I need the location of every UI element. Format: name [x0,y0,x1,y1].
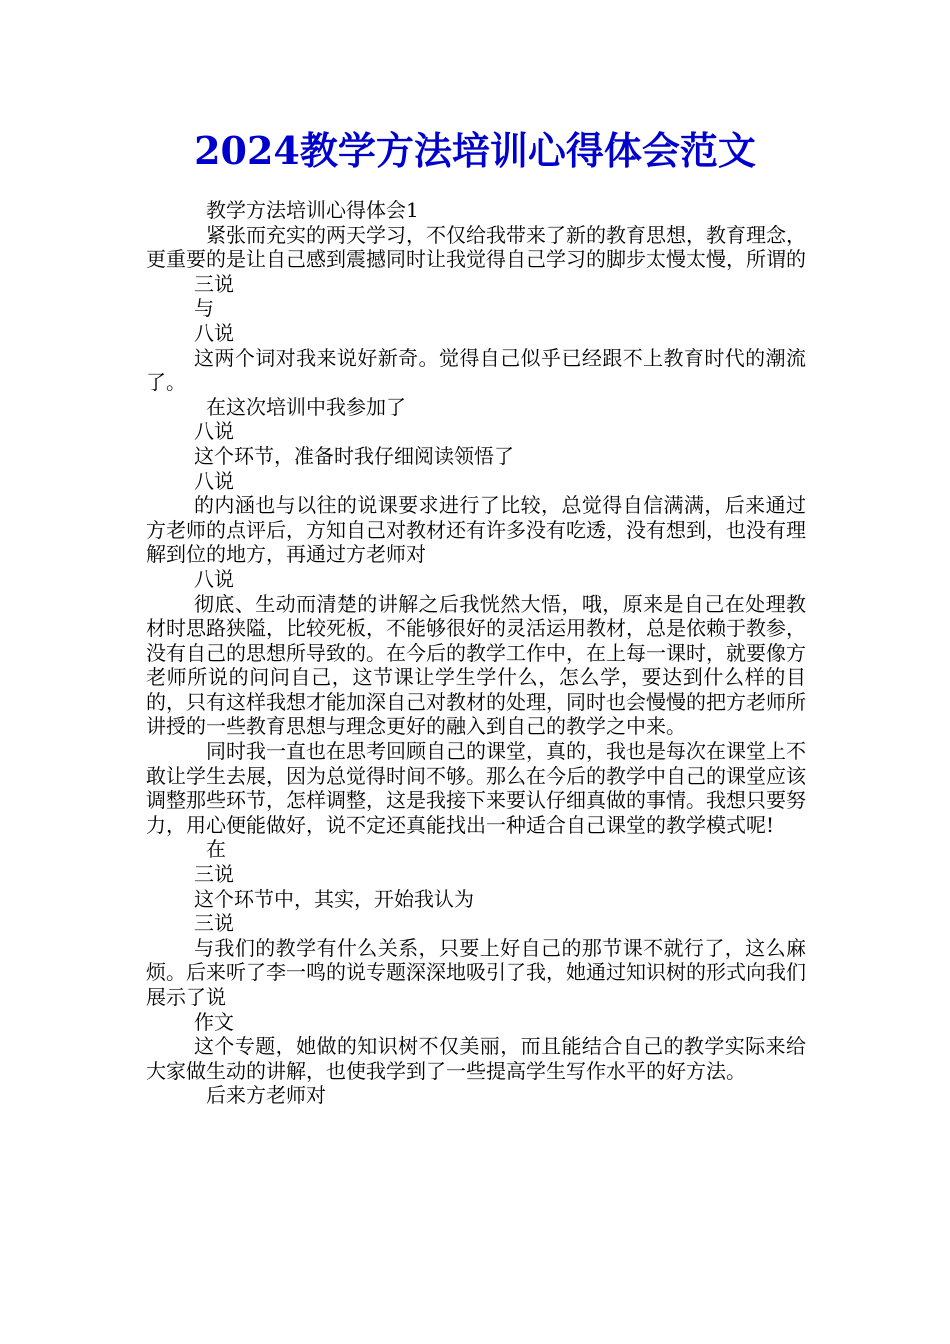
paragraph: 这个环节中，其实，开始我认为 [194,886,474,911]
paragraph: 与我们的教学有什么关系，只要上好自己的那节课不就行了，这么麻烦。后来听了李一鸣的说专题深深地吸引了我，她通过知识树的形式向我们展示了说 [146,935,806,1009]
paragraph: 作文 [194,1009,234,1034]
paragraph: 三说 [194,911,234,936]
paragraph: 这个环节，准备时我仔细阅读领悟了 [194,443,514,468]
paragraph: 八说 [194,320,234,345]
paragraph: 后来方老师对 [206,1083,326,1108]
paragraph: 这两个词对我来说好新奇。觉得自己似乎已经跟不上教育时代的潮流了。 [146,345,806,395]
paragraph: 的内涵也与以往的说课要求进行了比较，总觉得自信满满，后来通过方老师的点评后，方知自己对教材还有许多没有吃透，没有想到，也没有理解到位的地方，再通过方老师对 [146,493,806,567]
paragraph: 这个专题，她做的知识树不仅美丽，而且能结合自己的教学实际来给大家做生动的讲解，也使我学到了一些提高学生写作水平的好方法。 [146,1034,806,1083]
paragraph: 在 [206,837,226,862]
document-title: 2024教学方法培训心得体会范文 [194,128,756,173]
paragraph: 在这次培训中我参加了 [206,394,406,419]
paragraph: 八说 [194,566,234,591]
paragraph: 与 [194,296,214,321]
paragraph: 彻底、生动而清楚的讲解之后我恍然大悟，哦，原来是自己在处理教材时思路狭隘，比较死板，不能够很好的灵活运用教材，总是依赖于教参，没有自己的思想所导致的。在今后的教学工作中，在上每一课时，就要像方老师所说的问问自己，这节课让学生学什么，怎么学，要达到什么样的目的，只有这样我想才能加深自己对教材的处理，同时也会慢慢的把方老师所讲授的一些教育思想与理念更好的融入到自己的教学之中来。 [146,591,806,739]
document-body [146,198,806,1108]
paragraph: 三说 [194,271,234,296]
paragraph: 八说 [194,419,234,444]
paragraph: 三说 [194,862,234,887]
paragraph: 教学方法培训心得体会1 [206,198,419,222]
paragraph: 八说 [194,468,234,493]
paragraph: 同时我一直也在思考回顾自己的课堂，真的，我也是每次在课堂上不敢让学生去展，因为总觉得时间不够。那么在今后的教学中自己的课堂应该调整那些环节，怎样调整，这是我接下来要认仔细真做的事情。我想只要努力，用心便能做好，说不定还真能找出一种适合自己课堂的教学模式呢! [146,739,806,837]
paragraph: 紧张而充实的两天学习，不仅给我带来了新的教育思想，教育理念，更重要的是让自己感到震撼同时让我觉得自己学习的脚步太慢太慢，所谓的 [146,222,806,272]
